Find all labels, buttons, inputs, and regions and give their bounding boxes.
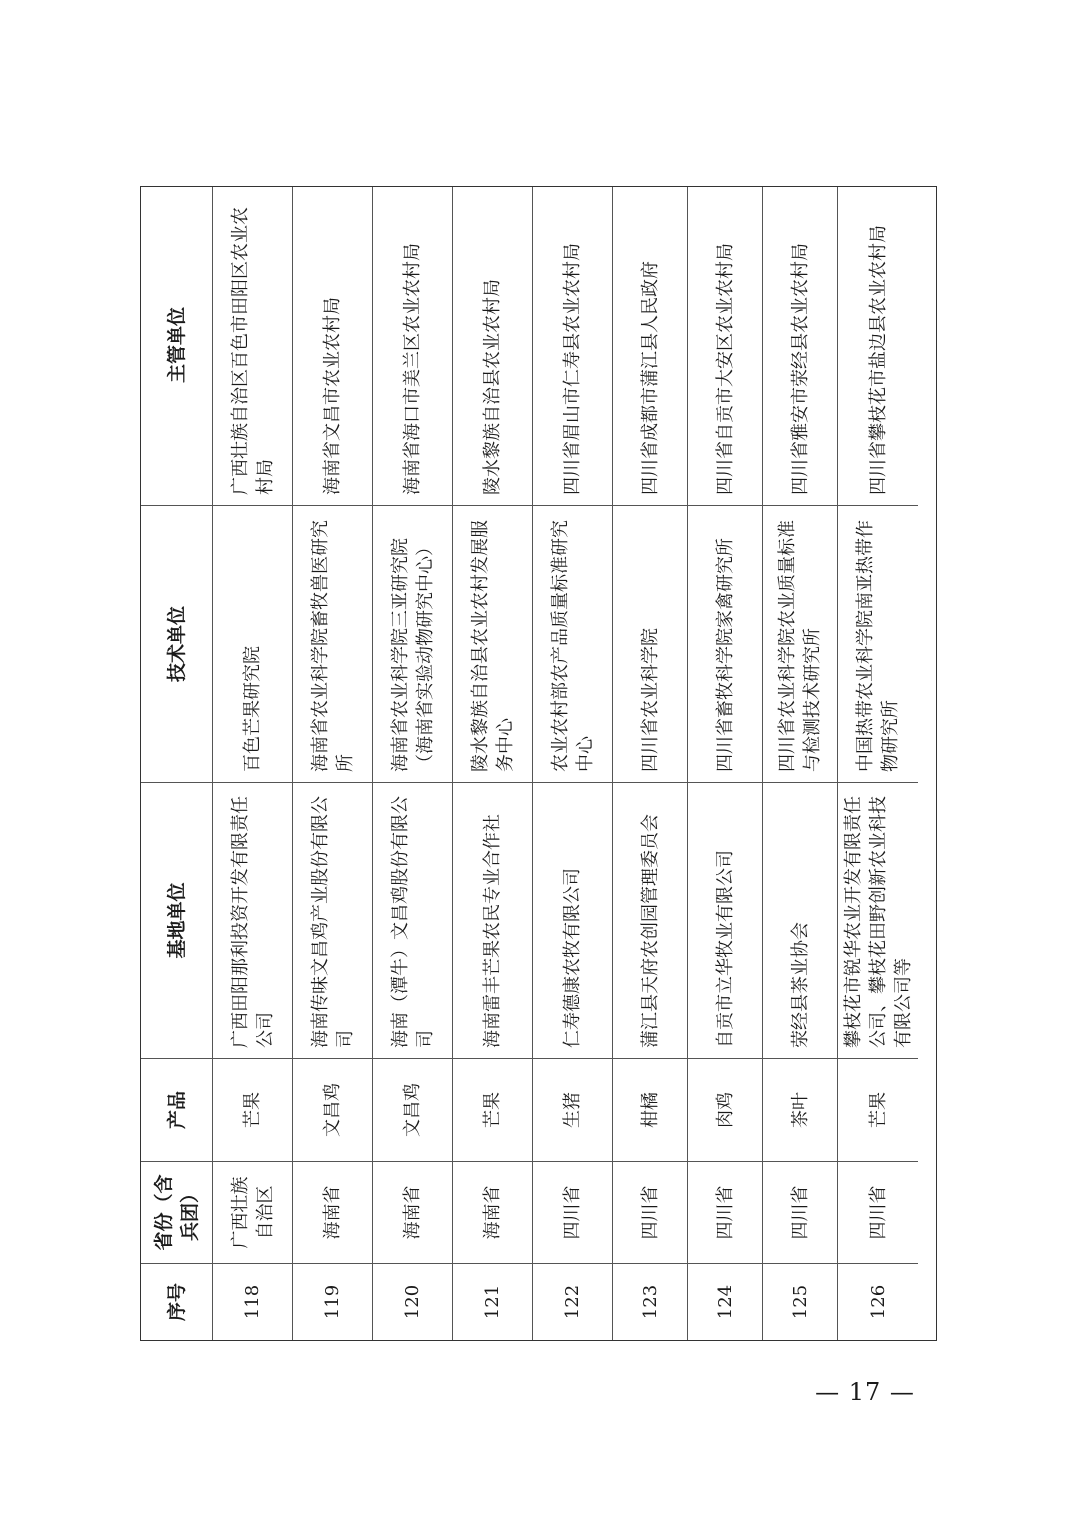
cell-province: 海南省 bbox=[373, 1161, 452, 1263]
cell-product: 芒果 bbox=[213, 1058, 292, 1161]
cell-province: 四川省 bbox=[763, 1161, 837, 1263]
cell-index: 119 bbox=[293, 1263, 372, 1340]
cell-base-unit: 攀枝花市锐华农业开发有限责任公司、攀枝花田野创新农业科技有限公司等 bbox=[838, 782, 918, 1058]
cell-product: 芒果 bbox=[838, 1058, 918, 1161]
cell-index: 118 bbox=[213, 1263, 292, 1340]
cell-product: 生猪 bbox=[533, 1058, 612, 1161]
header-province: 省份（含兵团） bbox=[141, 1161, 212, 1263]
header-tech-unit: 技术单位 bbox=[141, 505, 212, 782]
cell-authority: 四川省雅安市荥经县农业农村局 bbox=[789, 243, 811, 495]
cell-base-unit: 仁寿德康农牧有限公司 bbox=[533, 782, 612, 1058]
table-header-row bbox=[141, 187, 213, 1340]
page-number: — 17 — bbox=[815, 1378, 915, 1406]
cell-base-unit: 广西田阳那利投资开发有限责任公司 bbox=[213, 782, 292, 1058]
cell-index: 121 bbox=[453, 1263, 532, 1340]
table-row bbox=[293, 187, 373, 1340]
cell-base-unit: 海南雷丰芒果农民专业合作社 bbox=[453, 782, 532, 1058]
cell-tech-unit: 四川省农业科学院农业质量标准与检测技术研究所 bbox=[763, 505, 837, 782]
cell-authority: 海南省海口市美兰区农业农村局 bbox=[402, 243, 423, 495]
cell-province: 四川省 bbox=[838, 1161, 918, 1263]
cell-province: 海南省 bbox=[453, 1161, 532, 1263]
table-row bbox=[688, 187, 763, 1340]
cell-province: 广西壮族自治区 bbox=[213, 1161, 292, 1263]
cell-product: 文昌鸡 bbox=[373, 1058, 452, 1161]
cell-province: 四川省 bbox=[613, 1161, 687, 1263]
rotated-table-region bbox=[140, 186, 937, 1341]
cell-base-unit: 自贡市立华牧业有限公司 bbox=[688, 782, 762, 1058]
header-index: 序号 bbox=[141, 1263, 212, 1340]
table-row bbox=[453, 187, 533, 1340]
cell-province: 四川省 bbox=[533, 1161, 612, 1263]
cell-authority: 海南省文昌市农业农村局 bbox=[322, 297, 343, 495]
cell-tech-unit: 海南省农业科学院畜牧兽医研究所 bbox=[293, 505, 372, 782]
cell-base-unit: 海南（潭牛）文昌鸡股份有限公司 bbox=[373, 782, 452, 1058]
cell-base-unit: 蒲江县天府农创园管理委员会 bbox=[613, 782, 687, 1058]
table-row bbox=[533, 187, 613, 1340]
cell-product: 柑橘 bbox=[613, 1058, 687, 1161]
cell-authority: 广西壮族自治区百色市田阳区农业农村局 bbox=[229, 207, 276, 495]
cell-base-unit: 海南传味文昌鸡产业股份有限公司 bbox=[293, 782, 372, 1058]
cell-index: 126 bbox=[838, 1263, 918, 1340]
cell-authority: 四川省眉山市仁寿县农业农村局 bbox=[562, 243, 583, 495]
cell-province: 海南省 bbox=[293, 1161, 372, 1263]
table-row bbox=[613, 187, 688, 1340]
cell-tech-unit: 农业农村部农产品质量标准研究中心 bbox=[533, 505, 612, 782]
cell-index: 120 bbox=[373, 1263, 452, 1340]
cell-authority: 四川省自贡市大安区农业农村局 bbox=[714, 243, 736, 495]
cell-base-unit: 荥经县茶业协会 bbox=[763, 782, 837, 1058]
table-row bbox=[763, 187, 838, 1340]
cell-province: 四川省 bbox=[688, 1161, 762, 1263]
table-row bbox=[373, 187, 453, 1340]
cell-tech-unit: 百色芒果研究院 bbox=[213, 505, 292, 782]
header-base-unit: 基地单位 bbox=[141, 782, 212, 1058]
header-authority: 主管单位 bbox=[165, 307, 188, 384]
cell-tech-unit: 中国热带农业科学院南亚热带作物研究所 bbox=[838, 505, 918, 782]
table-row bbox=[838, 187, 918, 1340]
cell-product: 茶叶 bbox=[763, 1058, 837, 1161]
base-list-table bbox=[140, 186, 937, 1341]
header-product: 产品 bbox=[141, 1058, 212, 1161]
cell-tech-unit: 四川省畜牧科学院家禽研究所 bbox=[688, 505, 762, 782]
table-row bbox=[213, 187, 293, 1340]
cell-index: 125 bbox=[763, 1263, 837, 1340]
cell-tech-unit: 海南省农业科学院三亚研究院（海南省实验动物研究中心） bbox=[373, 505, 452, 782]
cell-index: 123 bbox=[613, 1263, 687, 1340]
cell-product: 芒果 bbox=[453, 1058, 532, 1161]
cell-authority: 陵水黎族自治县农业农村局 bbox=[482, 279, 503, 495]
cell-authority: 四川省攀枝花市盐边县农业农村局 bbox=[867, 225, 889, 495]
cell-authority: 四川省成都市蒲江县人民政府 bbox=[639, 261, 661, 495]
cell-index: 124 bbox=[688, 1263, 762, 1340]
cell-product: 肉鸡 bbox=[688, 1058, 762, 1161]
cell-product: 文昌鸡 bbox=[293, 1058, 372, 1161]
cell-tech-unit: 四川省农业科学院 bbox=[613, 505, 687, 782]
cell-tech-unit: 陵水黎族自治县农业农村发展服务中心 bbox=[453, 505, 532, 782]
cell-index: 122 bbox=[533, 1263, 612, 1340]
